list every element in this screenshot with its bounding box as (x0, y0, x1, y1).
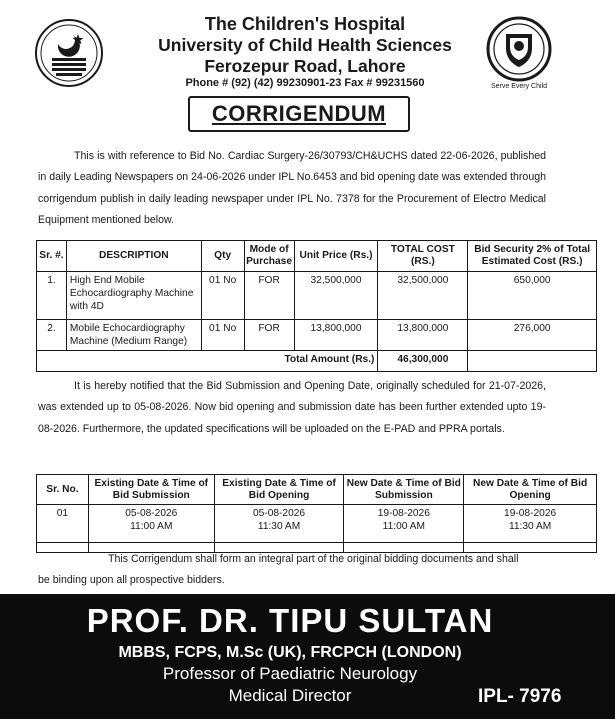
page-title: CORRIGENDUM (211, 101, 387, 126)
university-name: University of Child Health Sciences (158, 35, 452, 55)
cell-description: High End Mobile Echocardiography Machine with 4D (66, 272, 201, 320)
equipment-table (36, 240, 597, 372)
cell-qty: 01 No (201, 320, 244, 351)
table-header-row (37, 241, 597, 272)
signatory-designation: Medical Director (228, 686, 352, 705)
address: Ferozepur Road, Lahore (204, 56, 406, 76)
column-header: TOTAL COST (RS.) (378, 241, 468, 272)
total-value: 46,300,000 (378, 351, 468, 372)
closing-paragraph (38, 549, 546, 592)
cell-existing-opening (214, 505, 344, 543)
date-text: 19-08-2026 (504, 508, 557, 519)
notice-paragraph: It is hereby notified that the Bid Submission and Opening Date, originally scheduled for 21-07-2026, was extended up to 05-08-2026. Now bid opening and submission date has been further extended upto 19-08-2026. Furthermore, the updated specifications will be uploaded on the E-PAD and PPRA portals. (38, 380, 546, 435)
title-box (188, 96, 410, 132)
cell-bid-security: 276,000 (468, 320, 597, 351)
column-header: Unit Price (Rs.) (294, 241, 378, 272)
signatory-qualifications: MBBS, FCPS, M.Sc (UK), FRCPCH (LONDON) (118, 644, 462, 661)
reference-paragraph: This is with reference to Bid No. Cardiac Surgery-26/30793/CH&UCHS dated 22-06-2026, published in daily Leading Newspapers on 24-06-2026 under IPL No.6453 and bid opening date was extended through corrigendum publish in daily leading newspaper under IPL No. 7378 for the Procurement of Electro Medical Equipment mentioned below. (38, 150, 546, 226)
cell-bid-security: 650,000 (468, 272, 597, 320)
column-header: Bid Security 2% of Total Estimated Cost (RS.) (468, 241, 597, 272)
column-header: Sr. #. (37, 241, 67, 272)
table-row (37, 272, 597, 320)
ipl-number: IPL- 7976 (478, 686, 562, 707)
cell-total-cost: 32,500,000 (378, 272, 468, 320)
cell-sr: 01 (37, 505, 89, 543)
hospital-name: The Children's Hospital (204, 14, 406, 34)
time-text: 11:00 AM (130, 521, 173, 532)
empty-cell (468, 351, 597, 372)
closing-line-1: This Corrigendum shall form an integral part of the original bidding documents and shall (108, 553, 519, 565)
total-row (37, 351, 597, 372)
column-header: Existing Date & Time of Bid Submission (88, 475, 214, 505)
cell-total-cost: 13,800,000 (378, 320, 468, 351)
cell-mode: FOR (244, 272, 294, 320)
contact-numbers: Phone # (92) (42) 99230901-23 Fax # 99231560 (185, 77, 425, 89)
column-header: Mode of Purchase (244, 241, 294, 272)
cell-unit-price: 32,500,000 (294, 272, 378, 320)
time-text: 11:00 AM (382, 521, 425, 532)
column-header: Existing Date & Time of Bid Opening (214, 475, 344, 505)
column-header: DESCRIPTION (66, 241, 201, 272)
cell-sr: 1. (37, 272, 67, 320)
column-header: Sr. No. (37, 475, 89, 505)
cell-sr: 2. (37, 320, 67, 351)
cell-mode: FOR (244, 320, 294, 351)
signatory-role: Professor of Paediatric Neurology (162, 664, 418, 683)
cell-new-opening (464, 505, 597, 543)
date-text: 19-08-2026 (377, 508, 430, 519)
date-text: 05-08-2026 (125, 508, 178, 519)
table-row (37, 320, 597, 351)
signatory-banner (0, 594, 615, 719)
column-header: New Date & Time of Bid Submission (344, 475, 464, 505)
schedule-table (36, 474, 597, 553)
column-header: Qty (201, 241, 244, 272)
crest-motto: Serve Every Child (490, 83, 548, 90)
date-text: 05-08-2026 (252, 508, 306, 519)
closing-line-2: be binding upon all prospective bidders. (38, 574, 225, 587)
cell-description: Mobile Echocardiography Machine (Medium Range) (66, 320, 201, 351)
time-text: 11:30 AM (508, 521, 552, 532)
cell-new-submission (344, 505, 464, 543)
column-header: New Date & Time of Bid Opening (464, 475, 597, 505)
table-header-row (37, 475, 597, 505)
cell-qty: 01 No (201, 272, 244, 320)
cell-unit-price: 13,800,000 (294, 320, 378, 351)
government-emblem-logo (34, 18, 104, 88)
time-text: 11:30 AM (257, 521, 301, 532)
signatory-name: PROF. DR. TIPU SULTAN (86, 602, 494, 639)
table-row (37, 505, 597, 543)
total-label: Total Amount (Rs.) (37, 351, 378, 372)
cell-existing-submission (88, 505, 214, 543)
